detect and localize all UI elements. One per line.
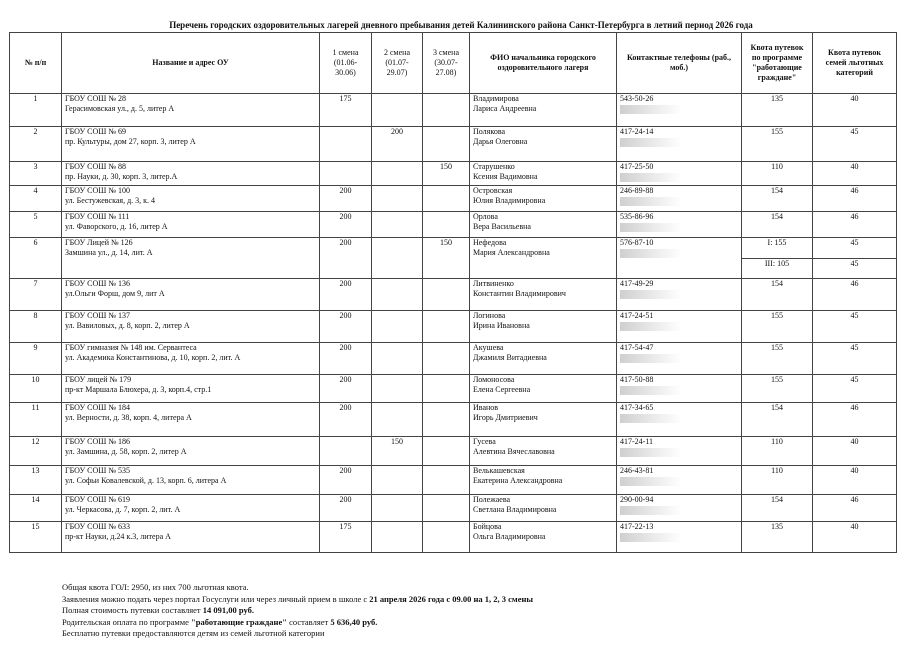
cell-shift-1: 200 [320,495,372,522]
cell-school [62,495,320,522]
cell-shift-1: 200 [320,311,372,343]
school-name: ГБОУ Лицей № 126 [65,238,133,247]
cell-quota-benefit: 45 [813,258,897,279]
school-address: ул. Замшина, д. 58, корп. 2, литер А [65,447,187,456]
cell-phones [617,127,742,162]
note-total-quota: Общая квота ГОЛ: 2950, из них 700 льготная квота. [62,582,249,592]
cell-school [62,279,320,311]
cell-quota-benefit: 46 [813,212,897,238]
cell-shift-3 [423,375,470,403]
table-row [10,311,897,343]
cell-quota-program: 154 [742,403,813,437]
cell-phones [617,495,742,522]
cell-shift-1: 200 [320,212,372,238]
camps-table [9,32,897,553]
cell-quota-benefit: 46 [813,403,897,437]
cell-shift-1: 175 [320,94,372,127]
table-row [10,127,897,162]
cell-phones [617,343,742,375]
cell-shift-1: 200 [320,238,372,279]
cell-quota-program: 154 [742,186,813,212]
cell-phones [617,375,742,403]
cell-shift-3 [423,186,470,212]
cell-shift-2 [372,522,423,553]
cell-shift-3 [423,311,470,343]
cell-quota-program: 155 [742,311,813,343]
school-address: ул. Фаворского, д. 16, литер А [65,222,168,231]
cell-phones [617,279,742,311]
cell-quota-program: 154 [742,495,813,522]
table-row [10,186,897,212]
cell-phones [617,238,742,279]
table-row [10,403,897,437]
school-address: пр-кт Маршала Блюхера, д. 3, корп.4, стр.1 [65,385,212,394]
cell-phones [617,311,742,343]
cell-camp-head: Велькашевская Екатерина Александровна [470,466,617,495]
cell-shift-2 [372,94,423,127]
school-name: ГБОУ лицей № 179 [65,375,132,384]
redacted-mobile-phone [620,249,682,258]
cell-shift-3 [423,94,470,127]
redacted-mobile-phone [620,223,682,232]
cell-num: 12 [10,437,62,466]
header-shift-2: 2 смена (01.07- 29.07) [372,33,423,94]
cell-phones [617,403,742,437]
cell-school [62,238,320,279]
cell-camp-head: Бойцова Ольга Владимировна [470,522,617,553]
cell-school [62,522,320,553]
note-full-cost: Полная стоимость путевки составляет 14 091,00 руб. [62,605,255,615]
redacted-mobile-phone [620,197,682,206]
work-phone: 417-34-65 [620,403,654,412]
school-name: ГБОУ СОШ № 619 [65,495,130,504]
school-address: Герасимовская ул., д. 5, литер А [65,104,175,113]
school-address: ул. Софьи Ковалевской, д. 13, корп. 6, литера А [65,476,227,485]
cell-num: 5 [10,212,62,238]
redacted-mobile-phone [620,448,682,457]
cell-shift-1 [320,437,372,466]
redacted-mobile-phone [620,354,682,363]
school-name: ГБОУ СОШ № 184 [65,403,130,412]
cell-quota-benefit: 40 [813,162,897,186]
redacted-mobile-phone [620,477,682,486]
redacted-mobile-phone [620,322,682,331]
cell-num: 1 [10,94,62,127]
cell-shift-2: 200 [372,127,423,162]
cell-shift-3 [423,495,470,522]
header-camp-head: ФИО начальника городского оздоровительного лагеря [470,33,617,94]
cell-shift-2 [372,343,423,375]
cell-shift-3 [423,522,470,553]
school-address: ул. Вавиловых, д. 8, корп. 2, литер А [65,321,190,330]
cell-quota-benefit: 46 [813,279,897,311]
school-name: ГБОУ СОШ № 137 [65,311,130,320]
table-row [10,522,897,553]
cell-phones [617,162,742,186]
work-phone: 576-87-10 [620,238,654,247]
cell-shift-1: 200 [320,466,372,495]
cell-shift-1: 200 [320,343,372,375]
cell-camp-head: Иванов Игорь Дмитриевич [470,403,617,437]
header-num: № п/п [10,33,62,94]
note-application: Заявления можно подать через портал Госуслуги или через личный прием в школе с 21 апреля 2026 года с 09.00 на 1, 2, 3 смены [62,593,534,604]
redacted-mobile-phone [620,386,682,395]
note-free-vouchers: Бесплатно путевки предоставляются детям из семей льготной категории [62,628,325,638]
table-row [10,375,897,403]
school-address: ул. Академика Константинова, д. 10, корп. 2, лит. А [65,353,241,362]
table-row [10,162,897,186]
table-row [10,437,897,466]
cell-shift-3: 150 [423,238,470,279]
cell-num: 9 [10,343,62,375]
school-name: ГБОУ гимназия № 148 им. Сервантеса [65,343,197,352]
cell-num: 2 [10,127,62,162]
cell-quota-program: 155 [742,375,813,403]
header-phones: Контактные телефоны (раб., моб.) [617,33,742,94]
cell-phones [617,466,742,495]
cell-shift-2 [372,186,423,212]
cell-shift-2 [372,495,423,522]
cell-shift-1: 200 [320,186,372,212]
notes-block [62,582,533,640]
cell-shift-3: 150 [423,162,470,186]
cell-quota-benefit: 45 [813,127,897,162]
redacted-mobile-phone [620,105,682,114]
school-name: ГБОУ СОШ № 136 [65,279,130,288]
cell-num: 15 [10,522,62,553]
header-shift-1: 1 смена (01.06- 30.06) [320,33,372,94]
cell-camp-head: Логинова Ирина Ивановна [470,311,617,343]
table-row [10,279,897,311]
cell-camp-head: Старушенко Ксения Вадимовна [470,162,617,186]
cell-num: 6 [10,238,62,279]
work-phone: 246-89-88 [620,186,654,195]
cell-quota-program: 110 [742,162,813,186]
cell-phones [617,94,742,127]
cell-quota-program: I: 155 [742,238,813,259]
cell-quota-benefit: 46 [813,495,897,522]
cell-shift-2 [372,212,423,238]
school-name: ГБОУ СОШ № 633 [65,522,130,531]
school-name: ГБОУ СОШ № 535 [65,466,130,475]
table-row [10,495,897,522]
work-phone: 535-86-96 [620,212,654,221]
cell-school [62,162,320,186]
cell-shift-3 [423,437,470,466]
cell-quota-program: 155 [742,343,813,375]
work-phone: 246-43-81 [620,466,654,475]
cell-shift-2 [372,279,423,311]
cell-school [62,466,320,495]
cell-shift-2: 150 [372,437,423,466]
work-phone: 417-54-47 [620,343,654,352]
school-address: пр-кт Науки, д.24 к.3, литера А [65,532,171,541]
cell-phones [617,212,742,238]
school-address: пр. Науки, д. 30, корп. 3, литер.А [65,172,178,181]
header-shift-3: 3 смена (30.07- 27.08) [423,33,470,94]
redacted-mobile-phone [620,173,682,182]
cell-num: 8 [10,311,62,343]
cell-camp-head: Владимирова Лариса Андреевна [470,94,617,127]
work-phone: 417-25-50 [620,162,654,171]
cell-school [62,343,320,375]
cell-quota-benefit: 45 [813,311,897,343]
school-name: ГБОУ СОШ № 28 [65,94,126,103]
cell-camp-head: Нефедова Мария Александровна [470,238,617,279]
cell-shift-1: 200 [320,403,372,437]
school-name: ГБОУ СОШ № 111 [65,212,130,221]
cell-quota-program: III: 105 [742,258,813,279]
cell-camp-head: Островская Юлия Владимировна [470,186,617,212]
redacted-mobile-phone [620,533,682,542]
cell-shift-1 [320,162,372,186]
cell-quota-benefit: 45 [813,343,897,375]
cell-school [62,437,320,466]
cell-school [62,127,320,162]
cell-num: 11 [10,403,62,437]
cell-num: 7 [10,279,62,311]
redacted-mobile-phone [620,414,682,423]
school-name: ГБОУ СОШ № 88 [65,162,126,171]
cell-phones [617,437,742,466]
cell-quota-benefit: 40 [813,522,897,553]
cell-quota-program: 155 [742,127,813,162]
cell-phones [617,522,742,553]
table-row [10,212,897,238]
work-phone: 417-22-13 [620,522,654,531]
cell-num: 14 [10,495,62,522]
cell-shift-3 [423,212,470,238]
school-address: ул. Верности, д. 38, корп. 4, литера А [65,413,192,422]
table-row [10,343,897,375]
redacted-mobile-phone [620,138,682,147]
cell-num: 13 [10,466,62,495]
cell-school [62,311,320,343]
cell-school [62,375,320,403]
cell-camp-head: Акушева Джамиля Витадиевна [470,343,617,375]
work-phone: 417-24-11 [620,437,654,446]
cell-quota-program: 135 [742,94,813,127]
cell-school [62,212,320,238]
cell-shift-1: 200 [320,279,372,311]
work-phone: 290-00-94 [620,495,654,504]
cell-quota-program: 110 [742,437,813,466]
school-name: ГБОУ СОШ № 69 [65,127,126,136]
cell-school [62,94,320,127]
work-phone: 417-24-51 [620,311,654,320]
cell-quota-benefit: 40 [813,437,897,466]
cell-num: 4 [10,186,62,212]
cell-camp-head: Ломоносова Елена Сергеевна [470,375,617,403]
cell-school [62,403,320,437]
note-parent-payment: Родительская оплата по программе "работающие граждане" составляет 5 636,40 руб. [62,616,378,627]
cell-shift-2 [372,375,423,403]
school-name: ГБОУ СОШ № 186 [65,437,130,446]
header-name: Название и адрес ОУ [62,33,320,94]
work-phone: 417-49-29 [620,279,654,288]
cell-shift-2 [372,403,423,437]
cell-quota-program: 154 [742,212,813,238]
cell-num: 3 [10,162,62,186]
cell-shift-1 [320,127,372,162]
table-row [10,466,897,495]
work-phone: 417-24-14 [620,127,654,136]
cell-quota-benefit: 40 [813,94,897,127]
cell-shift-3 [423,343,470,375]
cell-shift-3 [423,279,470,311]
cell-camp-head: Полякова Дарья Олеговна [470,127,617,162]
cell-shift-3 [423,403,470,437]
school-address: ул. Черкасова, д. 7, корп. 2, лит. А [65,505,181,514]
cell-quota-program: 154 [742,279,813,311]
school-address: ул. Бестужевская, д. 3, к. 4 [65,196,156,205]
cell-camp-head: Полежаева Светлана Владимировна [470,495,617,522]
school-address: ул.Ольги Форш, дом 9, лит А [65,289,165,298]
cell-num: 10 [10,375,62,403]
redacted-mobile-phone [620,290,682,299]
cell-shift-3 [423,127,470,162]
cell-quota-benefit: 45 [813,375,897,403]
cell-shift-1: 175 [320,522,372,553]
header-quota-benefit: Квота путевок семей льготных категорий [813,33,897,94]
work-phone: 417-50-88 [620,375,654,384]
cell-quota-program: 135 [742,522,813,553]
cell-phones [617,186,742,212]
cell-quota-benefit: 40 [813,466,897,495]
cell-camp-head: Гусева Алевтина Вячеславовна [470,437,617,466]
cell-shift-2 [372,311,423,343]
cell-school [62,186,320,212]
school-name: ГБОУ СОШ № 100 [65,186,130,195]
work-phone: 543-50-26 [620,94,654,103]
cell-quota-benefit: 46 [813,186,897,212]
cell-camp-head: Литвиненко Константин Владимирович [470,279,617,311]
cell-quota-program: 110 [742,466,813,495]
cell-shift-2 [372,162,423,186]
table-row [10,238,897,259]
redacted-mobile-phone [620,506,682,515]
table-row [10,94,897,127]
document-title: Перечень городских оздоровительных лагерей дневного пребывания детей Калининского района Санкт-Петербурга в летний период 2026 года [169,20,753,30]
school-address: Замшина ул., д. 14, лит. А [65,248,153,257]
cell-shift-1: 200 [320,375,372,403]
cell-shift-2 [372,466,423,495]
header-quota-program: Квота путевок по программе "работающие граждане" [742,33,813,94]
table-header-row [10,33,897,94]
school-address: пр. Культуры, дом 27, корп. 3, литер А [65,137,196,146]
cell-shift-2 [372,238,423,279]
cell-shift-3 [423,466,470,495]
cell-camp-head: Орлова Вера Васильевна [470,212,617,238]
cell-quota-benefit: 45 [813,238,897,259]
